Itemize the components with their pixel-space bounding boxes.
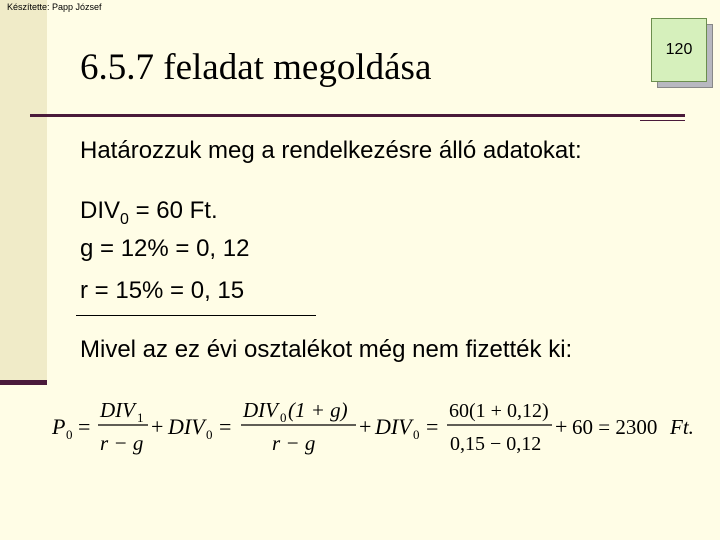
page-number-card xyxy=(651,18,707,82)
page-number: 120 xyxy=(665,41,693,58)
frac3-numerator: 60(1 + 0,12) xyxy=(449,400,549,422)
page-title: 6.5.7 feladat megoldása xyxy=(80,47,432,88)
p0-symbol: P xyxy=(52,414,66,439)
div0-term-1: DIV xyxy=(168,414,205,439)
sidebar-bar xyxy=(0,0,47,383)
div0-term-2: DIV xyxy=(375,414,412,439)
frac2-numerator-subscript: 0 xyxy=(280,410,287,425)
separator-line xyxy=(76,315,316,316)
equals-sign-1: = xyxy=(78,414,91,439)
equals-sign-2: = xyxy=(219,414,232,439)
div-value: = 60 Ft. xyxy=(128,197,218,224)
result-unit: Ft. xyxy=(670,415,694,439)
frac1-numerator: DIV xyxy=(100,398,135,422)
page-number-badge xyxy=(651,18,713,90)
frac2-numerator: DIV xyxy=(243,398,278,422)
author-credit: Készítette: Papp József xyxy=(7,2,102,12)
r-line: r = 15% = 0, 15 xyxy=(80,277,245,304)
sidebar-accent-line xyxy=(0,380,47,385)
conclusion-text: Mivel az ez évi osztalékot még nem fizették ki: xyxy=(80,336,573,363)
title-underline xyxy=(30,114,685,117)
valuation-formula xyxy=(50,392,710,462)
equals-sign-3: = xyxy=(426,414,439,439)
frac1-numerator-subscript: 1 xyxy=(137,410,144,425)
div-line xyxy=(80,197,218,229)
p0-subscript: 0 xyxy=(66,427,73,442)
result-value: 60 = 2300 xyxy=(572,415,658,439)
frac1-denominator: r − g xyxy=(100,431,144,455)
div-subscript: 0 xyxy=(120,210,129,228)
intro-text: Határozzuk meg a rendelkezésre álló adatokat: xyxy=(80,137,582,164)
frac3-denominator: 0,15 − 0,12 xyxy=(450,433,542,455)
frac2-denominator: r − g xyxy=(272,431,316,455)
g-line: g = 12% = 0, 12 xyxy=(80,235,250,262)
plus-sign-3: + xyxy=(555,414,568,439)
plus-sign-2: + xyxy=(359,414,372,439)
div0-term-2-subscript: 0 xyxy=(413,427,420,442)
frac2-numerator-rest: (1 + g) xyxy=(288,398,348,422)
title-underline-accent xyxy=(640,120,685,121)
plus-sign-1: + xyxy=(151,414,164,439)
div0-term-1-subscript: 0 xyxy=(206,427,213,442)
div-label: DIV xyxy=(80,197,121,224)
